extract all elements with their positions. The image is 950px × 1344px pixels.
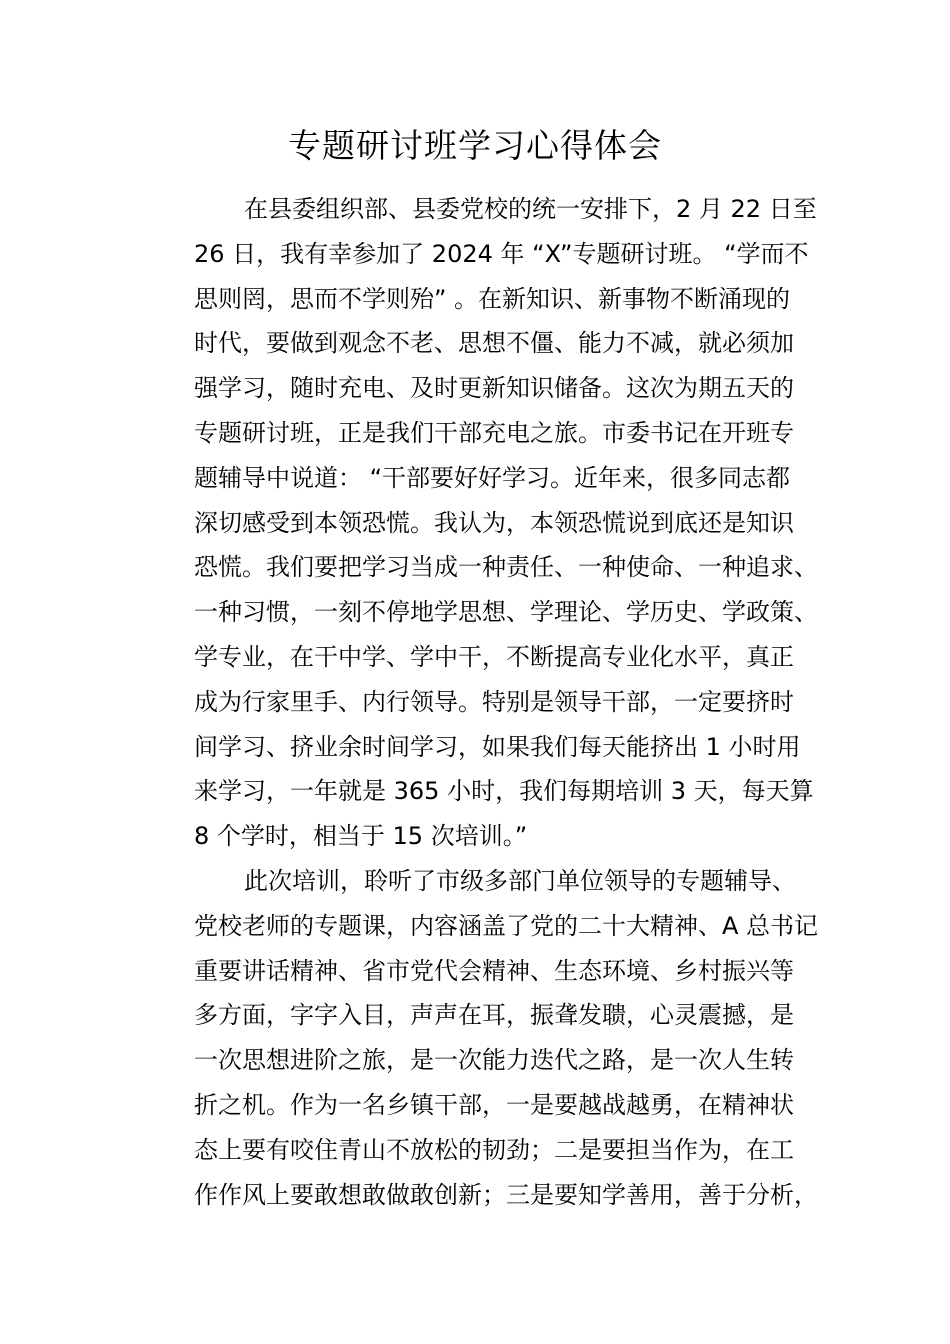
text-line: 26 日，我有幸参加了 2024 年 “X”专题研讨班。 “学而不 [194,239,809,268]
text-line: 间学习、挤业余时间学习，如果我们每天能挤出 1 小时用 [194,732,801,761]
paragraph-2 [144,859,819,1217]
text-line: 重要讲话精神、省市党代会精神、生态环境、乡村振兴等 [194,956,794,985]
text-line: 来学习，一年就是 365 小时，我们每期培训 3 天，每天算 [194,777,814,806]
text-line: 党校老师的专题课，内容涵盖了党的二十大精神、A 总书记 [194,911,819,940]
text-line: 题辅导中说道： “干部要好好学习。近年来，很多同志都 [194,463,791,492]
text-line: 一种习惯，一刻不停地学思想、学理论、学历史、学政策、 [194,598,818,627]
document-title: 专题研讨班学习心得体会 [288,126,662,165]
text-line: 深切感受到本领恐慌。我认为，本领恐慌说到底还是知识 [194,508,794,537]
document-body [144,187,819,1217]
text-line: 学专业，在干中学、学中干，不断提高专业化水平，真正 [194,642,794,671]
text-line: 多方面，字字入目，声声在耳，振聋发聩，心灵震撼，是 [194,1001,794,1030]
text-line: 一次思想进阶之旅，是一次能力迭代之路，是一次人生转 [194,1046,794,1075]
text-line: 态上要有咬住青山不放松的韧劲；二是要担当作为，在工 [194,1135,794,1164]
text-line: 在县委组织部、县委党校的统一安排下，2 月 22 日至 [244,195,817,223]
text-line: 思则罔，思而不学则殆” 。在新知识、新事物不断涌现的 [194,284,791,313]
text-line: 作作风上要敢想敢做敢创新；三是要知学善用，善于分析， [194,1180,818,1209]
text-line: 此次培训，聆听了市级多部门单位领导的专题辅导、 [244,866,796,895]
paragraph-1 [144,187,818,859]
text-line: 8 个学时，相当于 15 次培训。” [194,822,528,851]
text-line: 成为行家里手、内行领导。特别是领导干部，一定要挤时 [194,687,794,716]
text-line: 恐慌。我们要把学习当成一种责任、一种使命、一种追求、 [194,553,818,582]
text-line: 专题研讨班，正是我们干部充电之旅。市委书记在开班专 [194,418,794,447]
text-line: 折之机。作为一名乡镇干部，一是要越战越勇，在精神状 [194,1090,794,1119]
text-line: 时代，要做到观念不老、思想不僵、能力不减，就必须加 [194,329,794,358]
text-line: 强学习，随时充电、及时更新知识储备。这次为期五天的 [194,374,794,403]
